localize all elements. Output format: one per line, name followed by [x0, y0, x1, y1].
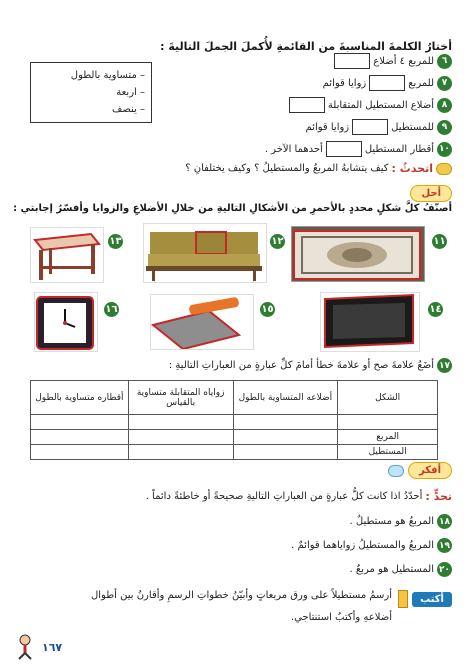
- table-header: أضلاعه المتساوية بالطول: [233, 381, 338, 415]
- picture-number-13: ١٣: [109, 236, 122, 247]
- table-cell-shape: المربع: [338, 430, 438, 445]
- write-text-line-2: أضلاعهِ وأكتبُ استنتاجي.: [290, 612, 392, 623]
- sofa-image: [143, 224, 266, 283]
- table-cell-answer[interactable]: [128, 445, 233, 460]
- word-list-item: – متساوية بالطول: [70, 70, 145, 81]
- question-text: أضَعُ علامةَ صح أو علامةَ خطأ أمامَ كلِّ عبارةٍ من العباراتِ التاليةِ :: [168, 360, 434, 371]
- table-cell-answer[interactable]: [31, 430, 129, 445]
- word-list-item: – اربعة: [116, 87, 145, 98]
- question-9: [306, 119, 452, 135]
- table-cell-shape: [338, 415, 438, 430]
- properties-table: [30, 380, 438, 460]
- clock-image: [34, 293, 97, 352]
- instruction-classify-shapes: أصنّفُ كلَّ شكلٍ محددٍ بالأحمرِ من الأشكالِ التاليةِ من خلالِ الأضلاعِ والزوايا وأفسّرُ إجابتي :: [13, 203, 452, 214]
- answer-blank[interactable]: [369, 75, 405, 91]
- think-badge: أفكر: [408, 462, 452, 479]
- question-10: [265, 141, 452, 157]
- solve-badge-wrap: [410, 181, 452, 202]
- table-cell-answer[interactable]: [233, 415, 338, 430]
- table-header-row: [31, 381, 438, 415]
- challenge-label: تحدٍّ :: [425, 490, 452, 503]
- word-label: ينصف: [111, 104, 137, 115]
- answer-blank[interactable]: [334, 53, 370, 69]
- table-header: أقطاره متساوية بالطول: [31, 381, 129, 415]
- picture-table: [30, 227, 104, 283]
- question-20: [350, 562, 452, 577]
- table-header: الشكل: [338, 381, 438, 415]
- mascot-icon: [14, 634, 36, 660]
- table-cell-answer[interactable]: [233, 445, 338, 460]
- question-17: [169, 358, 452, 373]
- instruction-choose-word: أختارُ الكلمةَ المناسبةَ من القائمةِ لأُكملَ الجملَ التاليةَ :: [160, 40, 452, 53]
- question-19: [291, 538, 452, 553]
- table-cell-shape: المستطيل: [338, 445, 438, 460]
- write-badge-wrap: [398, 590, 452, 608]
- picture-tv: [320, 292, 420, 352]
- question-number: ٦: [437, 54, 452, 69]
- think-badge-wrap: [388, 462, 452, 479]
- write-text-line-1: أرسمُ مستطيلاً على ورق مربعاتٍ وأبيّنُ خطواتِ الرسمِ وأقارنُ بين أطوال: [91, 590, 392, 601]
- question-text: للمستطيل: [391, 121, 434, 133]
- question-number: ١٠: [437, 142, 452, 157]
- question-text: المربعُ هو مستطيلٌ .: [349, 516, 434, 527]
- answer-blank[interactable]: [326, 141, 362, 157]
- question-text: أضلاع المستطيل المتقابلة: [327, 99, 434, 111]
- table-cell-answer[interactable]: [31, 445, 129, 460]
- table-row: [31, 430, 438, 445]
- picture-sofa: [143, 223, 267, 283]
- trowel-image: [150, 295, 253, 350]
- question-text: المستطيل هو مربعٌ .: [349, 564, 434, 575]
- question-number: ١٩: [437, 538, 452, 553]
- picture-clock: [34, 292, 98, 352]
- talk-prompt: [185, 162, 452, 175]
- picture-number-12: ١٢: [271, 236, 284, 247]
- question-text-after: أحدهما الآخر .: [264, 143, 323, 155]
- table-cell-answer[interactable]: [31, 415, 129, 430]
- table-cell-answer[interactable]: [128, 415, 233, 430]
- question-18: [350, 514, 452, 529]
- picture-trowel: [150, 294, 254, 350]
- talk-text: كيف يتشابهُ المربعُ والمستطيلُ ؟ وكيف يختلفانِ ؟: [185, 163, 389, 174]
- talk-label: اتحدثُ :: [391, 162, 433, 175]
- table-image: [30, 228, 103, 283]
- question-text-after: زوايا قوائم: [305, 121, 350, 133]
- table-cell-answer[interactable]: [128, 430, 233, 445]
- word-label: متساوية بالطول: [70, 70, 137, 81]
- word-list-item: – ينصف: [111, 104, 145, 115]
- picture-number-15: ١٥: [261, 304, 274, 315]
- solve-badge: أحل: [410, 185, 452, 202]
- picture-number-14: ١٤: [429, 304, 442, 315]
- write-badge: أكتب: [412, 592, 452, 607]
- page-number: ١٦٧: [42, 640, 63, 654]
- pencil-icon: [398, 590, 408, 608]
- page-footer: [14, 634, 62, 660]
- speech-bubble-icon: [436, 163, 452, 175]
- question-8: [289, 97, 452, 113]
- question-text: المربعُ والمستطيلُ زواياهما قوائمٌ .: [291, 540, 434, 551]
- picture-number-11: ١١: [433, 236, 446, 247]
- rug-image: [291, 227, 424, 282]
- answer-blank[interactable]: [289, 97, 325, 113]
- word-label: اربعة: [116, 87, 137, 98]
- question-number: ١٧: [437, 358, 452, 373]
- question-number: ٧: [437, 76, 452, 91]
- lightbulb-icon: [388, 465, 404, 477]
- question-text: للمربع ٤ أضلاع: [373, 55, 434, 67]
- question-text: أقطار المستطيل: [364, 143, 434, 155]
- question-6: [334, 53, 452, 69]
- table-row: [31, 445, 438, 460]
- table-cell-answer[interactable]: [233, 430, 338, 445]
- table-row: [31, 415, 438, 430]
- question-number: ٩: [437, 120, 452, 135]
- challenge-text: أحدّدُ اذا كانت كلُّ عبارةٍ من العباراتِ التاليةِ صحيحةً أو خاطئةً دائماً .: [145, 491, 423, 502]
- picture-rug: [291, 226, 425, 282]
- question-text: للمربع: [408, 77, 434, 89]
- challenge-prompt: [146, 490, 452, 503]
- tv-image: [320, 293, 419, 352]
- word-list-box: [30, 62, 152, 123]
- question-number: ١٨: [437, 514, 452, 529]
- answer-blank[interactable]: [352, 119, 388, 135]
- question-text-after: زوايا قوائم: [322, 77, 367, 89]
- question-number: ٨: [437, 98, 452, 113]
- picture-number-16: ١٦: [105, 304, 118, 315]
- table-header: زواياه المتقابلة متساوية بالقياس: [128, 381, 233, 415]
- question-number: ٢٠: [437, 562, 452, 577]
- question-7: [323, 75, 452, 91]
